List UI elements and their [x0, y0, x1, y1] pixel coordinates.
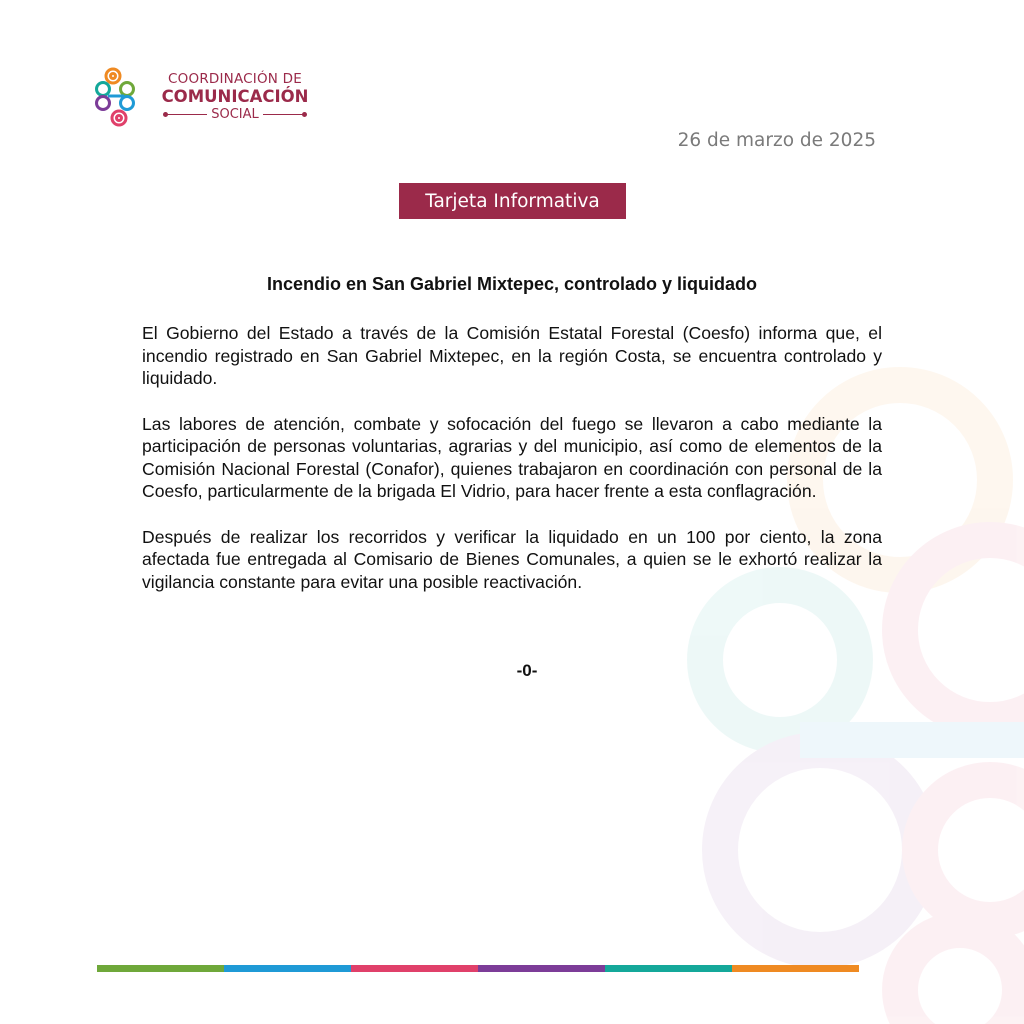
document-type-badge: Tarjeta Informativa: [399, 183, 626, 219]
stripe-segment: [351, 965, 478, 972]
org-name-line1: COORDINACIÓN DE: [168, 71, 302, 87]
document-body: [142, 322, 882, 616]
org-name-line3: SOCIAL: [211, 107, 259, 122]
logo-divider-right: [263, 114, 305, 116]
org-name: [150, 71, 320, 122]
stripe-segment: [97, 965, 224, 972]
stripe-segment: [478, 965, 605, 972]
stripe-segment: [732, 965, 859, 972]
org-logo-emblem-icon: [94, 66, 144, 130]
stripe-segment: [224, 965, 351, 972]
logo-divider-left: [165, 114, 207, 116]
stripe-segment: [605, 965, 732, 972]
paragraph: Después de realizar los recorridos y verificar la liquidado en un 100 por ciento, la zona afectada fue entregada al Comisario de Bienes Comunales, a quien se le exhortó realizar la vigilancia constante para evitar una posible reactivación.: [142, 526, 882, 592]
document-title: Incendio en San Gabriel Mixtepec, controlado y liquidado: [266, 274, 758, 294]
org-name-line2: COMUNICACIÓN: [161, 87, 309, 106]
footer-color-stripe: [97, 965, 859, 972]
document-date: 26 de marzo de 2025: [677, 130, 876, 151]
paragraph: Las labores de atención, combate y sofocación del fuego se llevaron a cabo mediante la participación de personas voluntarias, agrarias y del municipio, así como de elementos de la Comisión Nacional Forestal (Conafor), quienes trabajaron en coordinación con personal de la Coesfo, particularmente de la brigada El Vidrio, para hacer frente a esta conflagración.: [142, 413, 882, 501]
end-mark: -0-: [516, 661, 538, 680]
paragraph: El Gobierno del Estado a través de la Comisión Estatal Forestal (Coesfo) informa que, el incendio registrado en San Gabriel Mixtepec, en la región Costa, se encuentra controlado y liquidado.: [142, 323, 882, 388]
org-logo: [94, 66, 324, 130]
